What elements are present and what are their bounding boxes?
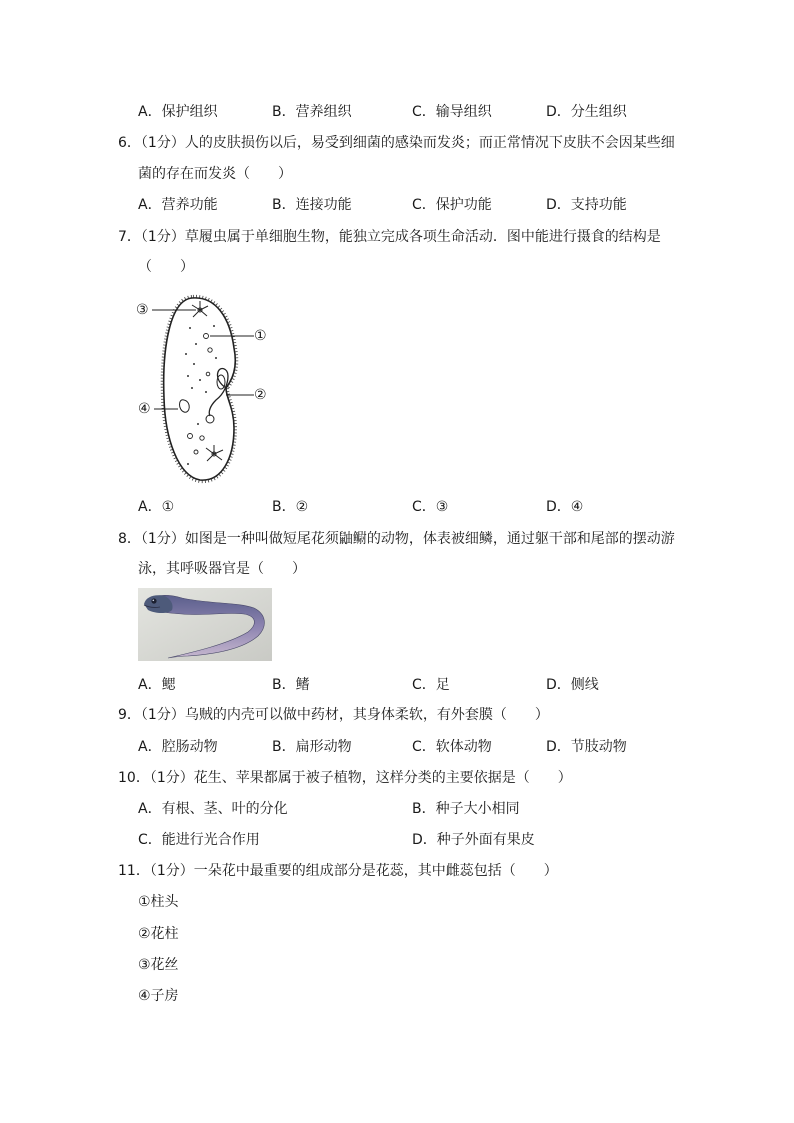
diagram-label-3: ③ (136, 302, 149, 318)
q8-stem-line2: 泳，其呼吸器官是（ ） (138, 561, 306, 577)
q5-option-d: D．分生组织 (546, 104, 627, 120)
q7-stem-line1: 7．（1分）草履虫属于单细胞生物，能独立完成各项生命活动．图中能进行摄食的结构是 (118, 229, 661, 245)
q5-option-c: C．输导组织 (412, 104, 492, 120)
fish-photo (138, 588, 272, 661)
diagram-label-4: ④ (138, 401, 151, 417)
q8-option-b: B．鳍 (272, 677, 310, 693)
q6-stem-line1: 6．（1分）人的皮肤损伤以后，易受到细菌的感染而发炎；而正常情况下皮肤不会因某些细 (118, 135, 675, 151)
q6-option-b: B．连接功能 (272, 197, 352, 213)
q10-option-d: D．种子外面有果皮 (412, 832, 535, 848)
q9-option-c: C．软体动物 (412, 739, 492, 755)
q11-item-3: ③花丝 (138, 957, 179, 973)
paramecium-diagram (130, 288, 280, 488)
q9-stem-line1: 9．（1分）乌贼的内壳可以做中药材，其身体柔软，有外套膜（ ） (118, 707, 549, 723)
q7-option-a: A．① (138, 499, 175, 515)
q10-option-b: B．种子大小相同 (412, 801, 520, 817)
q8-stem-line1: 8．（1分）如图是一种叫做短尾花须鼬鳚的动物，体表被细鳞，通过躯干部和尾部的摆动游 (118, 531, 675, 547)
q6-option-d: D．支持功能 (546, 197, 627, 213)
q11-item-1: ①柱头 (138, 894, 179, 910)
q9-option-a: A．腔肠动物 (138, 739, 218, 755)
q11-item-4: ④子房 (138, 988, 179, 1004)
q6-stem-line2: 菌的存在而发炎（ ） (138, 166, 292, 182)
q9-option-b: B．扁形动物 (272, 739, 352, 755)
q10-stem-line1: 10．（1分）花生、苹果都属于被子植物，这样分类的主要依据是（ ） (118, 770, 572, 786)
q5-option-a: A．保护组织 (138, 104, 218, 120)
q10-option-a: A．有根、茎、叶的分化 (138, 801, 288, 817)
q6-option-c: C．保护功能 (412, 197, 492, 213)
q8-option-a: A．鳃 (138, 677, 176, 693)
q8-option-d: D．侧线 (546, 677, 599, 693)
q11-stem-line1: 11．（1分）一朵花中最重要的组成部分是花蕊，其中雌蕊包括（ ） (118, 863, 558, 879)
cusk-eel-illustration (138, 588, 272, 661)
diagram-label-1: ① (254, 328, 267, 344)
q5-option-b: B．营养组织 (272, 104, 352, 120)
q7-stem-line2: （ ） (138, 259, 194, 275)
q11-item-2: ②花柱 (138, 926, 179, 942)
q7-option-b: B．② (272, 499, 309, 515)
q6-option-a: A．营养功能 (138, 197, 218, 213)
q7-option-c: C．③ (412, 499, 449, 515)
diagram-label-2: ② (254, 387, 267, 403)
q10-option-c: C．能进行光合作用 (138, 832, 260, 848)
q8-option-c: C．足 (412, 677, 450, 693)
q7-option-d: D．④ (546, 499, 584, 515)
q9-option-d: D．节肢动物 (546, 739, 627, 755)
